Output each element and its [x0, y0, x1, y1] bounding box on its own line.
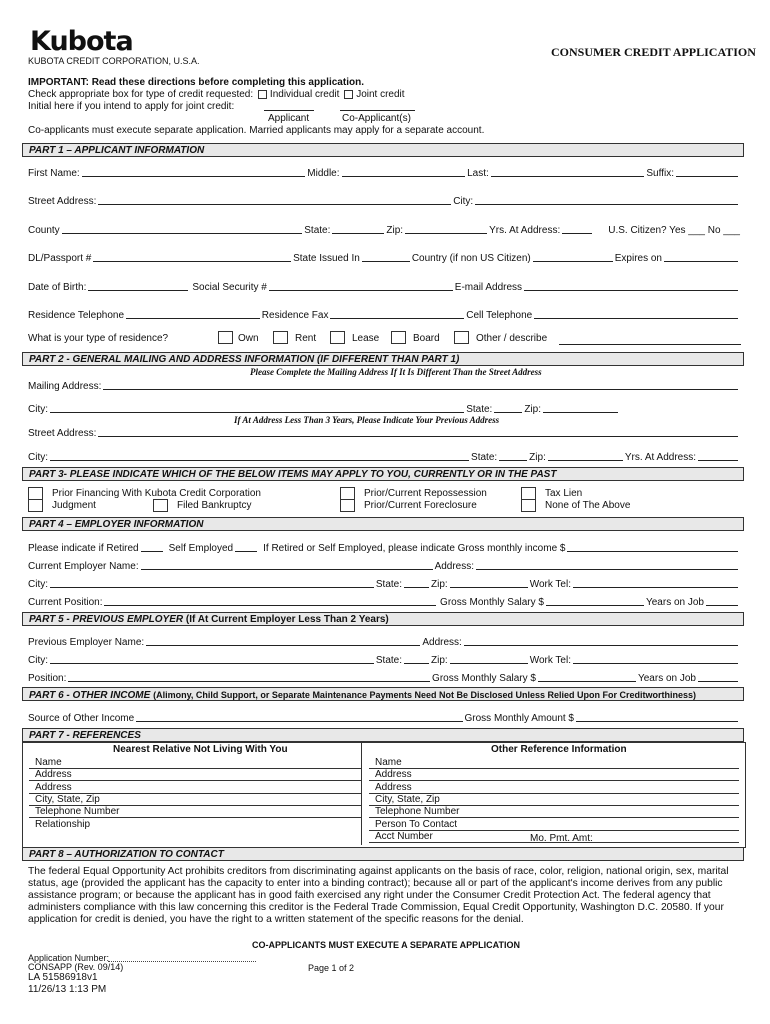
individual-credit-checkbox[interactable] [258, 90, 267, 99]
position-row [28, 595, 740, 608]
part5-header [22, 612, 744, 626]
ssn-field[interactable] [269, 290, 453, 291]
state-issued-field[interactable] [362, 261, 410, 262]
print-date: 11/26/13 1:13 PM [28, 984, 107, 995]
mailing-state-field[interactable] [494, 412, 522, 413]
none-label: None of The Above [545, 500, 631, 511]
coapplicant-initial-line[interactable] [340, 110, 415, 111]
own-label: Own [238, 333, 259, 344]
prev-emp-state-label: State: [375, 655, 403, 666]
employer-address-label: Address: [434, 561, 475, 572]
work-tel-label: Work Tel: [529, 579, 571, 590]
res-phone-field[interactable] [126, 318, 260, 319]
reference-row[interactable]: Person To Contact [369, 819, 739, 831]
joint-credit-label: Joint credit [356, 89, 405, 100]
yrs-field[interactable] [562, 233, 592, 234]
country-label: Country (if non US Citizen) [411, 253, 531, 264]
expires-label: Expires on [614, 253, 662, 264]
other-income-gross-field[interactable] [576, 721, 738, 722]
prev-work-tel-label: Work Tel: [529, 655, 571, 666]
prev-employer-row [28, 635, 740, 648]
mailing-zip-label: Zip: [524, 404, 541, 415]
county-field[interactable] [62, 233, 303, 234]
own-checkbox[interactable] [218, 331, 233, 344]
mailing-state-label: State: [466, 404, 493, 415]
yrs-label: Yrs. At Address: [489, 225, 561, 236]
country-field[interactable] [533, 261, 613, 262]
last-label: Last: [467, 168, 489, 179]
res-fax-field[interactable] [330, 318, 464, 319]
mailing-note: Please Complete the Mailing Address If It Is Different Than the Street Address [250, 367, 542, 377]
part5-title-extra: (If At Current Employer Less Than 2 Years) [185, 614, 389, 625]
part6-title: PART 6 - OTHER INCOME [29, 690, 151, 701]
equal-opportunity-disclosure [28, 866, 748, 926]
disclosure-line: status, age (provided the applicant has the capacity to enter into a binding contract); because all or part of the applicant's income derives from any public [28, 878, 723, 889]
employer-city-label: City: [28, 579, 48, 590]
la-number: LA 51586918v1 [28, 972, 98, 983]
prev-emp-address-label: Address: [422, 637, 462, 648]
name-row [28, 166, 740, 179]
prev-employer-label: Previous Employer Name: [28, 637, 145, 648]
city-label: City: [453, 196, 474, 207]
street-row [28, 194, 740, 207]
street-label: Street Address: [28, 196, 97, 207]
prev-years-job-field[interactable] [698, 681, 738, 682]
prev-emp-address-field[interactable] [464, 645, 738, 646]
position-label: Current Position: [28, 597, 103, 608]
bankruptcy-label: Filed Bankruptcy [177, 500, 252, 511]
gross-income-field[interactable] [567, 551, 738, 552]
none-checkbox[interactable] [521, 499, 536, 512]
company-name: KUBOTA CREDIT CORPORATION, U.S.A. [28, 56, 200, 66]
cell-field[interactable] [534, 318, 738, 319]
res-fax-label: Residence Fax [261, 310, 329, 321]
prev-employer-field[interactable] [146, 645, 420, 646]
employer-state-field[interactable] [404, 587, 429, 588]
mailing-field[interactable] [103, 389, 738, 390]
part3-header: PART 3- PLEASE INDICATE WHICH OF THE BELOW ITEMS MAY APPLY TO YOU, CURRENTLY OR IN THE PAST [22, 467, 744, 481]
state-issued-label: State Issued In [293, 253, 360, 264]
employer-zip-field[interactable] [450, 587, 528, 588]
prior-financing-label: Prior Financing With Kubota Credit Corporation [52, 488, 261, 499]
dob-row [28, 280, 740, 293]
first-name-field[interactable] [82, 176, 306, 177]
suffix-label: Suffix: [646, 168, 674, 179]
position-field[interactable] [104, 605, 436, 606]
coapplicant-note: Co-applicants must execute separate application. Married applicants may apply for a separate account. [28, 125, 485, 136]
suffix-field[interactable] [676, 176, 738, 177]
disclosure-line: assistance program; or because the applicant has in good faith exercised any right under the Consumer Credit Protection Act. The federal agency that [28, 890, 711, 901]
employer-state-label: State: [375, 579, 403, 590]
expires-field[interactable] [664, 261, 738, 262]
references-table [22, 742, 746, 848]
retired-field[interactable] [141, 551, 163, 552]
retired-row [28, 541, 740, 554]
relative-row[interactable]: Telephone Number [29, 806, 361, 818]
dob-field[interactable] [88, 290, 188, 291]
us-citizen-label[interactable]: U.S. Citizen? Yes ___ No ___ [608, 225, 740, 236]
part5-title: PART 5 - PREVIOUS EMPLOYER [29, 614, 184, 625]
initial-here-label: Initial here if you intend to apply for joint credit: [28, 101, 235, 112]
judgment-label: Judgment [52, 500, 96, 511]
zip-label: Zip: [386, 225, 404, 236]
prev-state-field[interactable] [499, 460, 527, 461]
employer-label: Current Employer Name: [28, 561, 139, 572]
reference-header: Other Reference Information [491, 744, 627, 755]
lease-label: Lease [352, 333, 380, 344]
coapp-footer-note: CO-APPLICANTS MUST EXECUTE A SEPARATE APPLICATION [252, 940, 521, 950]
self-employed-field[interactable] [235, 551, 257, 552]
employer-address-field[interactable] [476, 569, 738, 570]
salary-label: Gross Monthly Salary $ [440, 597, 544, 608]
lease-checkbox[interactable] [330, 331, 345, 344]
salary-field[interactable] [546, 605, 644, 606]
employer-city-field[interactable] [50, 587, 374, 588]
part1-header: PART 1 – APPLICANT INFORMATION [22, 143, 744, 157]
years-job-label: Years on Job [645, 597, 704, 608]
first-name-label: First Name: [28, 168, 80, 179]
prev-street-label: Street Address: [28, 428, 97, 439]
dl-row [28, 251, 740, 264]
employer-row [28, 559, 740, 572]
rent-checkbox[interactable] [273, 331, 288, 344]
prev-street-row [28, 426, 740, 439]
state-label: State: [304, 225, 331, 236]
email-field[interactable] [524, 290, 738, 291]
prev-emp-state-field[interactable] [404, 663, 429, 664]
reference-row[interactable]: Acct Number [369, 831, 739, 843]
mailing-city-label: City: [28, 404, 48, 415]
years-job-field[interactable] [706, 605, 738, 606]
reference-row[interactable]: Address [369, 769, 739, 781]
employer-city-row [28, 577, 740, 590]
credit-type-label: Check appropriate box for type of credit requested: [28, 89, 254, 100]
other-checkbox[interactable] [454, 331, 469, 344]
board-checkbox[interactable] [391, 331, 406, 344]
part6-title-extra: (Alimony, Child Support, or Separate Maintenance Payments Need Not Be Disclosed Unless Relied Upon For Creditworthiness) [153, 690, 697, 700]
judgment-checkbox[interactable] [28, 499, 43, 512]
mailing-zip-field[interactable] [543, 412, 618, 413]
prev-salary-field[interactable] [538, 681, 636, 682]
part4-header: PART 4 – EMPLOYER INFORMATION [22, 517, 744, 531]
relative-row[interactable]: Name [29, 757, 361, 769]
joint-credit-checkbox[interactable] [344, 90, 353, 99]
disclosure-line: The federal Equal Opportunity Act prohibits creditors from discriminating against applicants on the basis of race, color, religion, national origin, sex, marital [28, 866, 729, 877]
disclosure-line: administers compliance with this law concerning this creditor is the Federal Trade Commission, Equal Credit Opportunity, Washington D.C. 20580. If your [28, 902, 724, 913]
part7-header: PART 7 - REFERENCES [22, 728, 744, 742]
reference-row[interactable]: Name [369, 757, 739, 769]
applicant-initial-line[interactable] [264, 110, 314, 111]
gross-income-label: If Retired or Self Employed, please indicate Gross monthly income $ [263, 543, 566, 554]
prev-work-tel-field[interactable] [573, 663, 738, 664]
reference-row[interactable]: Telephone Number [369, 806, 739, 818]
relative-row[interactable]: Relationship [35, 818, 91, 830]
prev-yrs-field[interactable] [698, 460, 738, 461]
prev-salary-label: Gross Monthly Salary $ [432, 673, 536, 684]
prev-yrs-label: Yrs. At Address: [624, 452, 696, 463]
cell-label: Cell Telephone [466, 310, 533, 321]
res-phone-label: Residence Telephone [28, 310, 125, 321]
prev-city-row [28, 450, 740, 463]
middle-label: Middle: [307, 168, 340, 179]
prev-years-job-label: Years on Job [637, 673, 696, 684]
ssn-label: Social Security # [192, 282, 267, 293]
other-income-source-label: Source of Other Income [28, 713, 135, 724]
relative-row[interactable]: City, State, Zip [29, 794, 361, 806]
applicant-label: Applicant [268, 113, 310, 124]
foreclosure-checkbox[interactable] [340, 499, 355, 512]
dob-label: Date of Birth: [28, 282, 87, 293]
residence-type-label: What is your type of residence? [28, 333, 169, 344]
prev-street-field[interactable] [98, 436, 738, 437]
state-field[interactable] [332, 233, 384, 234]
dl-field[interactable] [93, 261, 291, 262]
county-label: County [28, 225, 60, 236]
other-income-row [28, 711, 740, 724]
reference-row[interactable]: City, State, Zip [369, 794, 739, 806]
mailing-row [28, 379, 740, 392]
other-label: Other / describe [476, 333, 548, 344]
board-label: Board [413, 333, 440, 344]
prev-emp-zip-field[interactable] [450, 663, 528, 664]
repossession-label: Prior/Current Repossession [364, 488, 487, 499]
part8-header: PART 8 – AUTHORIZATION TO CONTACT [22, 847, 744, 861]
relative-header: Nearest Relative Not Living With You [113, 744, 288, 755]
important-note: IMPORTANT: Read these directions before completing this application. [28, 77, 364, 88]
street-field[interactable] [98, 204, 451, 205]
prev-position-row [28, 671, 740, 684]
part6-header [22, 687, 744, 701]
prev-emp-zip-label: Zip: [431, 655, 448, 666]
middle-field[interactable] [342, 176, 466, 177]
application-number-label: Application Number: [28, 953, 110, 963]
individual-credit-label: Individual credit [269, 89, 340, 100]
foreclosure-label: Prior/Current Foreclosure [364, 500, 477, 511]
last-field[interactable] [491, 176, 645, 177]
previous-address-note: If At Address Less Than 3 Years, Please Indicate Your Previous Address [234, 415, 500, 425]
kubota-logo: Kubota [30, 26, 133, 57]
relative-row[interactable]: Address [29, 769, 361, 781]
prev-emp-city-row [28, 653, 740, 666]
tax-lien-label: Tax Lien [545, 488, 583, 499]
mo-pmt-label: Mo. Pmt. Amt: [530, 833, 593, 844]
email-label: E-mail Address [454, 282, 523, 293]
consapp-rev: CONSAPP (Rev. 09/14) [28, 962, 124, 972]
relative-row[interactable]: Address [29, 782, 361, 794]
bankruptcy-checkbox[interactable] [153, 499, 168, 512]
employer-zip-label: Zip: [431, 579, 448, 590]
form-title: CONSUMER CREDIT APPLICATION [551, 45, 756, 59]
reference-row[interactable]: Address [369, 782, 739, 794]
prev-zip-field[interactable] [548, 460, 623, 461]
prev-emp-city-label: City: [28, 655, 48, 666]
application-number-field[interactable] [108, 961, 256, 962]
phone-row [28, 308, 740, 321]
county-row [28, 223, 740, 236]
city-field[interactable] [475, 204, 738, 205]
work-tel-field[interactable] [573, 587, 738, 588]
rent-label: Rent [295, 333, 317, 344]
coapplicant-label: Co-Applicant(s) [342, 113, 411, 124]
prev-zip-label: Zip: [529, 452, 546, 463]
credit-type-line [28, 89, 405, 100]
prev-city-label: City: [28, 452, 48, 463]
prev-state-label: State: [471, 452, 498, 463]
other-describe-field[interactable] [559, 344, 741, 345]
disclosure-line: application for credit is denied, you have the right to a written statement of the specific reasons for the denial. [28, 914, 524, 925]
self-employed-label: Self Employed [168, 543, 234, 554]
prev-emp-city-field[interactable] [50, 663, 374, 664]
prev-city-field[interactable] [50, 460, 469, 461]
other-income-gross-label: Gross Monthly Amount $ [464, 713, 574, 724]
employer-field[interactable] [141, 569, 433, 570]
mailing-city-field[interactable] [50, 412, 464, 413]
prev-position-field[interactable] [68, 681, 430, 682]
prev-position-label: Position: [28, 673, 67, 684]
page-number: Page 1 of 2 [308, 963, 355, 973]
zip-field[interactable] [405, 233, 487, 234]
part2-header: PART 2 - GENERAL MAILING AND ADDRESS INFORMATION (IF DIFFERENT THAN PART 1) [22, 352, 744, 366]
dl-label: DL/Passport # [28, 253, 92, 264]
retired-label: Please indicate if Retired [28, 543, 139, 554]
mailing-city-row [28, 402, 620, 415]
mailing-label: Mailing Address: [28, 381, 102, 392]
other-income-source-field[interactable] [136, 721, 462, 722]
